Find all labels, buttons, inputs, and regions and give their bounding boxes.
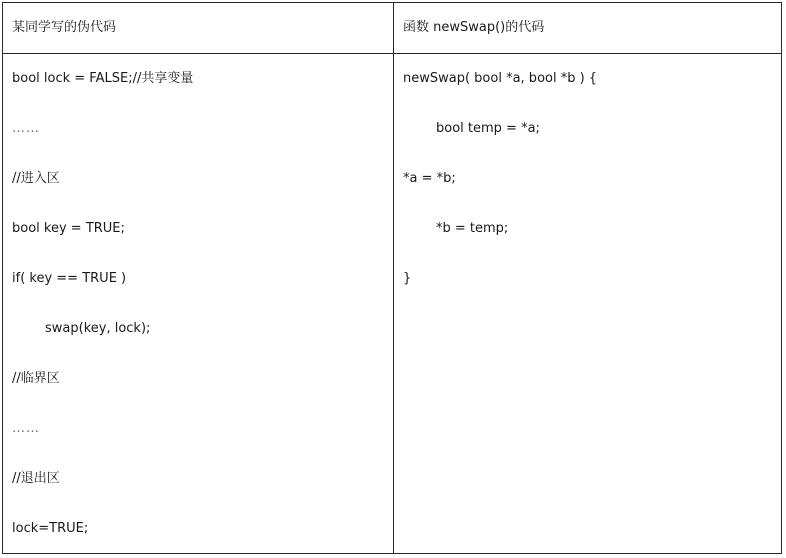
pseudocode-code-line: lock=TRUE; xyxy=(12,521,89,536)
pseudocode-code-line: if( key == TRUE ) xyxy=(12,271,127,286)
pseudocode-code-line: …… xyxy=(12,121,40,136)
newswap-code-column xyxy=(394,54,783,304)
right-column-header: 函数 newSwap()的代码 xyxy=(403,20,545,35)
newswap-code-line: bool temp = *a; xyxy=(436,121,540,136)
pseudocode-code-line: …… xyxy=(12,421,40,436)
pseudocode-code-line: //退出区 xyxy=(12,471,60,486)
code-comparison-table xyxy=(2,2,782,554)
newswap-code-line: *a = *b; xyxy=(403,171,456,186)
pseudocode-code-line: swap(key, lock); xyxy=(45,321,151,336)
pseudocode-code-line: bool lock = FALSE;//共享变量 xyxy=(12,71,194,86)
pseudocode-column xyxy=(3,54,393,554)
newswap-code-line: } xyxy=(403,271,412,286)
newswap-code-line: *b = temp; xyxy=(436,221,509,236)
left-column-header: 某同学写的伪代码 xyxy=(12,20,117,35)
newswap-code-line: newSwap( bool *a, bool *b ) { xyxy=(403,71,598,86)
pseudocode-code-line: //临界区 xyxy=(12,371,60,386)
pseudocode-code-line: //进入区 xyxy=(12,171,60,186)
pseudocode-code-line: bool key = TRUE; xyxy=(12,221,125,236)
